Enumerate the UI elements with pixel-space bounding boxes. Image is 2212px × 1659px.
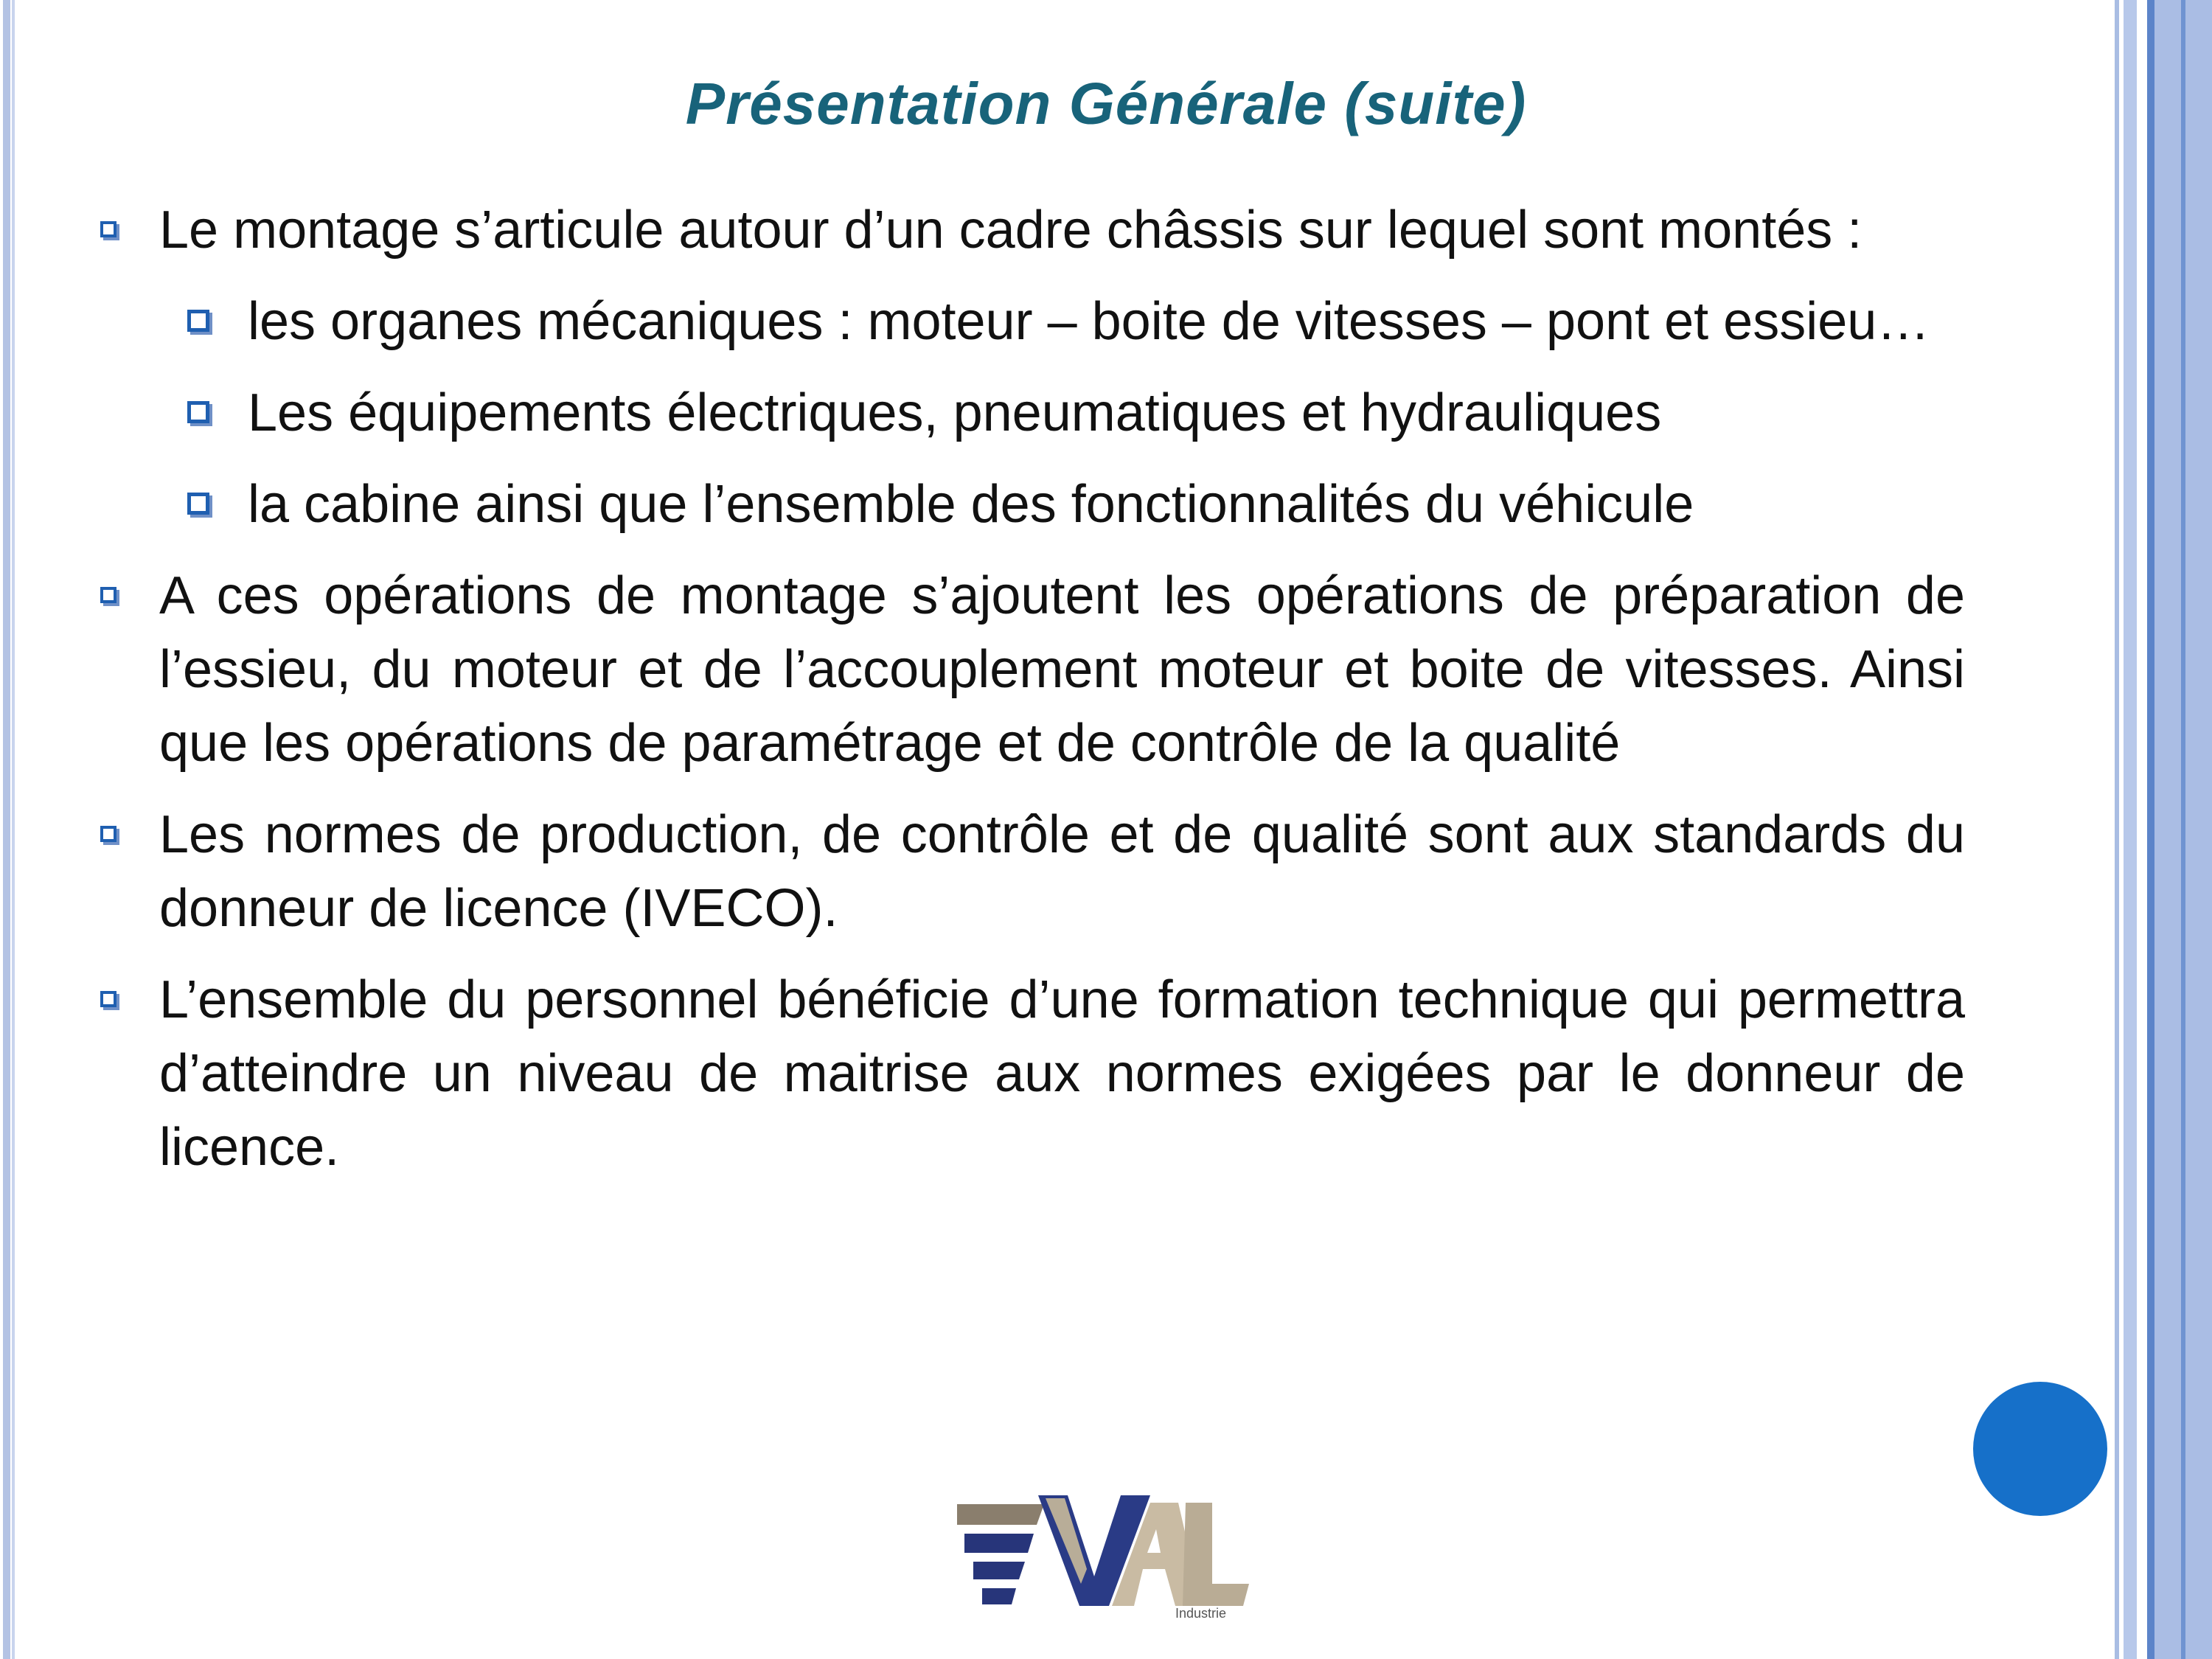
- bullet-text: A ces opérations de montage s’ajoutent les opérations de préparation de l’essieu, du moteur et de l’accouplement moteur et boite de vitesses. Ainsi que les opérations de paramétrage et de contrôle de la qualité: [159, 566, 1965, 773]
- square-bullet-icon: [100, 221, 116, 237]
- square-bullet-icon: [187, 310, 209, 332]
- sub-bullet-item: [96, 467, 1965, 541]
- slide-title: Présentation Générale (suite): [685, 71, 1527, 136]
- square-bullet-icon: [187, 493, 209, 515]
- left-border-decoration: [3, 0, 10, 1659]
- bullet-text: Le montage s’articule autour d’un cadre châssis sur lequel sont montés :: [159, 201, 1863, 260]
- logo-subtitle: Industrie: [1175, 1606, 1227, 1621]
- right-border-decoration: [2147, 0, 2154, 1659]
- slide-body: [96, 193, 1965, 1202]
- left-border-decoration-inner: [12, 0, 15, 1659]
- square-bullet-icon: [100, 991, 116, 1007]
- bullet-text: Les équipements électriques, pneumatiques et hydrauliques: [248, 383, 1662, 442]
- bullet-item: [96, 193, 1965, 267]
- bullet-text: la cabine ainsi que l’ensemble des fonctionnalités du véhicule: [248, 475, 1694, 534]
- bullet-text: Les normes de production, de contrôle et de qualité sont aux standards du donneur de licence (IVECO).: [159, 805, 1965, 938]
- sub-bullet-item: [96, 285, 1965, 358]
- right-border-decoration: [2124, 0, 2137, 1659]
- bullet-item: [96, 559, 1965, 780]
- bullet-item: [96, 798, 1965, 945]
- eval-logo: [957, 1488, 1253, 1621]
- right-border-decoration: [2181, 0, 2185, 1659]
- square-bullet-icon: [100, 587, 116, 603]
- bullet-text: les organes mécaniques : moteur – boite de vitesses – pont et essieu…: [248, 292, 1930, 351]
- bullet-item: [96, 963, 1965, 1184]
- sub-bullet-item: [96, 376, 1965, 450]
- accent-circle: [1973, 1382, 2107, 1516]
- square-bullet-icon: [100, 826, 116, 842]
- bullet-text: L’ensemble du personnel bénéficie d’une formation technique qui permettra d’atteindre un niveau de maitrise aux normes exigées par le donneur de licence.: [159, 970, 1965, 1177]
- right-border-decoration: [2115, 0, 2119, 1659]
- square-bullet-icon: [187, 401, 209, 423]
